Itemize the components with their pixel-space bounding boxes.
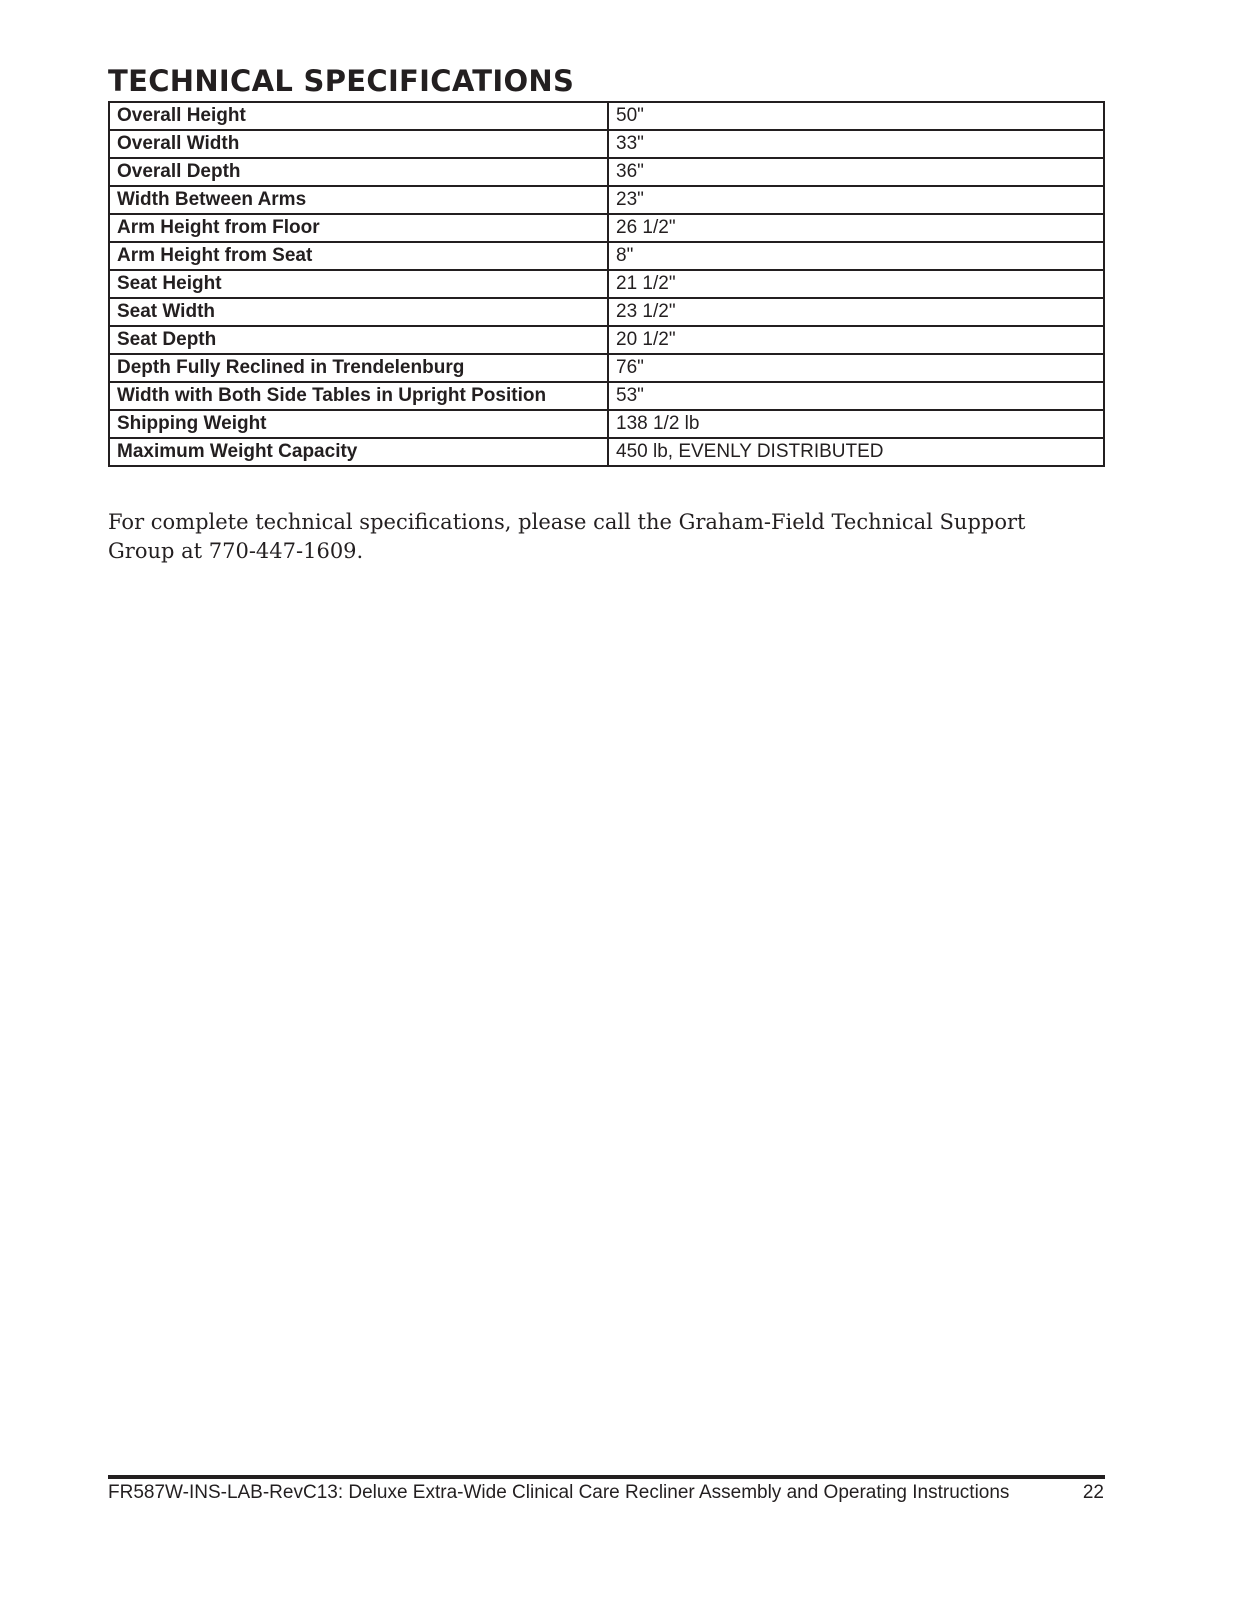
spec-value: 23 1/2" xyxy=(608,298,1104,326)
spec-value: 76" xyxy=(608,354,1104,382)
table-row xyxy=(109,382,1104,410)
spec-label: Overall Depth xyxy=(109,158,608,186)
spec-value: 21 1/2" xyxy=(608,270,1104,298)
spec-value: 53" xyxy=(608,382,1104,410)
table-row xyxy=(109,410,1104,438)
table-row xyxy=(109,298,1104,326)
spec-value: 20 1/2" xyxy=(608,326,1104,354)
spec-label: Overall Width xyxy=(109,130,608,158)
table-row xyxy=(109,242,1104,270)
support-note: For complete technical specifications, please call the Graham-Field Technical Support Group at 770-447-1609. xyxy=(108,510,1026,563)
spec-value: 450 lb, EVENLY DISTRIBUTED xyxy=(608,438,1104,466)
page-number: 22 xyxy=(1082,1482,1104,1503)
spec-label: Shipping Weight xyxy=(109,410,608,438)
table-row xyxy=(109,326,1104,354)
table-row xyxy=(109,438,1104,466)
spec-value: 138 1/2 lb xyxy=(608,410,1104,438)
table-row xyxy=(109,186,1104,214)
spec-label: Depth Fully Reclined in Trendelenburg xyxy=(109,354,608,382)
page-title: TECHNICAL SPECIFICATIONS xyxy=(108,64,575,98)
spec-label: Seat Height xyxy=(109,270,608,298)
spec-value: 33" xyxy=(608,130,1104,158)
spec-label: Arm Height from Seat xyxy=(109,242,608,270)
spec-label: Maximum Weight Capacity xyxy=(109,438,608,466)
table-row xyxy=(109,158,1104,186)
table-row xyxy=(109,214,1104,242)
table-row xyxy=(109,270,1104,298)
footer-divider xyxy=(108,1475,1105,1479)
table-row xyxy=(109,102,1104,130)
spec-label: Seat Width xyxy=(109,298,608,326)
spec-value: 23" xyxy=(608,186,1104,214)
spec-value: 26 1/2" xyxy=(608,214,1104,242)
table-row xyxy=(109,354,1104,382)
spec-label: Arm Height from Floor xyxy=(109,214,608,242)
spec-label: Seat Depth xyxy=(109,326,608,354)
spec-label: Overall Height xyxy=(109,102,608,130)
spec-label: Width Between Arms xyxy=(109,186,608,214)
table-row xyxy=(109,130,1104,158)
spec-value: 50" xyxy=(608,102,1104,130)
spec-label: Width with Both Side Tables in Upright Position xyxy=(109,382,608,410)
footer-document-title: FR587W-INS-LAB-RevC13: Deluxe Extra-Wide Clinical Care Recliner Assembly and Operating Instructions xyxy=(108,1482,1010,1503)
specifications-table xyxy=(108,101,1105,467)
spec-value: 8" xyxy=(608,242,1104,270)
spec-value: 36" xyxy=(608,158,1104,186)
